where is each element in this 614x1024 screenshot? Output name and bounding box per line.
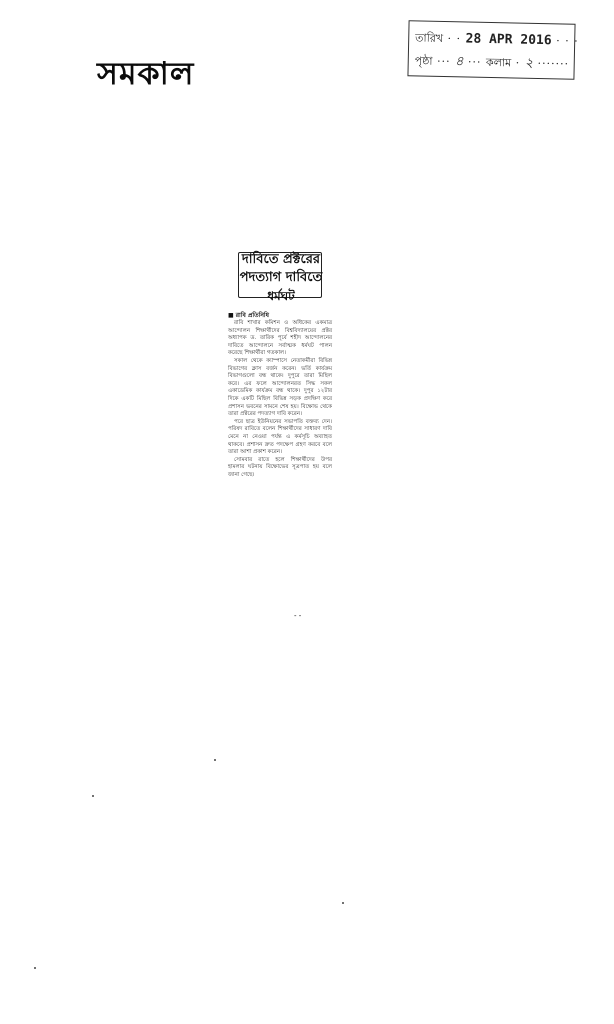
article-paragraph: সোমবার রাতে হলে শিক্ষার্থীদের উপর হামলার ঘটনায় বিক্ষোভের সূত্রপাত হয় বলে জানা গেছে। (228, 456, 332, 478)
stamp-date-row: তারিখ · · 28 APR 2016 · · · (415, 31, 579, 49)
stamp-page-value: ৪ (454, 54, 464, 70)
article-paragraph: রাবি শাখার কমিশন ও অধিকের একমাত্র আন্দোলন শিক্ষার্থীদের বিশ্ববিদ্যালয়ের প্রক্টর অধ্যাপক ড. তারিক পূর্বে শহীদ আন্দোলনের দাবিতে আন্দোলনে সর্বাত্মক ধর্মঘট পালন করেছে শিক্ষার্থীরা গতকাল। (228, 320, 332, 357)
scan-speck (214, 759, 216, 761)
scan-speck (92, 795, 94, 797)
news-clipping (226, 248, 336, 620)
stamp-column-label: কলাম (485, 55, 512, 70)
article-paragraph: সকাল থেকে ক্যাম্পাসে নেতাকর্মীরা বিভিন্ন বিভাগের ক্লাস বর্জন করেন। ভর্তি কার্যক্রম বিভাগগুলো বন্ধ থাকে। দুপুরে তারা মিছিল করে। এর ফলে আন্দোলনরত সিদ্ধ সকল একাডেমিক কার্যক্রম বন্ধ থাকে। দুপুর ১২টার দিকে একটি মিছিল বিভিন্ন সড়ক প্রদক্ষিণ করে প্রশাসন ভবনের সামনে শেষ হয়। বিক্ষোভ থেকে তারা প্রক্টরের পদত্যাগ দাবি করেন। (228, 357, 332, 418)
date-stamp (407, 20, 579, 79)
stamp-date-value: 28 APR 2016 (465, 31, 552, 49)
stamp-date-label: তারিখ (415, 31, 444, 45)
article-byline: ■ রাবি প্রতিনিধি (228, 312, 270, 319)
stamp-page-row: পৃষ্ঠা ··· ৪ ··· কলাম · ২ ······· (414, 54, 570, 71)
stamp-page-label: পৃষ্ঠা (414, 54, 433, 68)
article-headline: দাবিতে প্রক্টরের পদত্যাগ দাবিতে (239, 252, 323, 285)
newspaper-masthead: সমকাল (97, 56, 195, 92)
scan-speck (342, 902, 344, 904)
article-end-mark: - - (294, 612, 302, 620)
scan-speck (34, 967, 36, 969)
article-subhead: ধর্মঘট (267, 289, 295, 303)
article-body (228, 320, 332, 479)
article-paragraph: পরে ছাত্র ইউনিয়নের সভাপতি বক্তব্য দেন। পরিষদ রাবিতে বলেন শিক্ষার্থীদের সাধারণ দাবি মেনে না নেওয়া পর্যন্ত এ কর্মসূচি অব্যাহত থাকবে। প্রশাসন দ্রুত পদক্ষেপ গ্রহণ করবে বলে তারা আশা প্রকাশ করেন। (228, 418, 332, 456)
stamp-column-value: ২ (524, 55, 534, 71)
